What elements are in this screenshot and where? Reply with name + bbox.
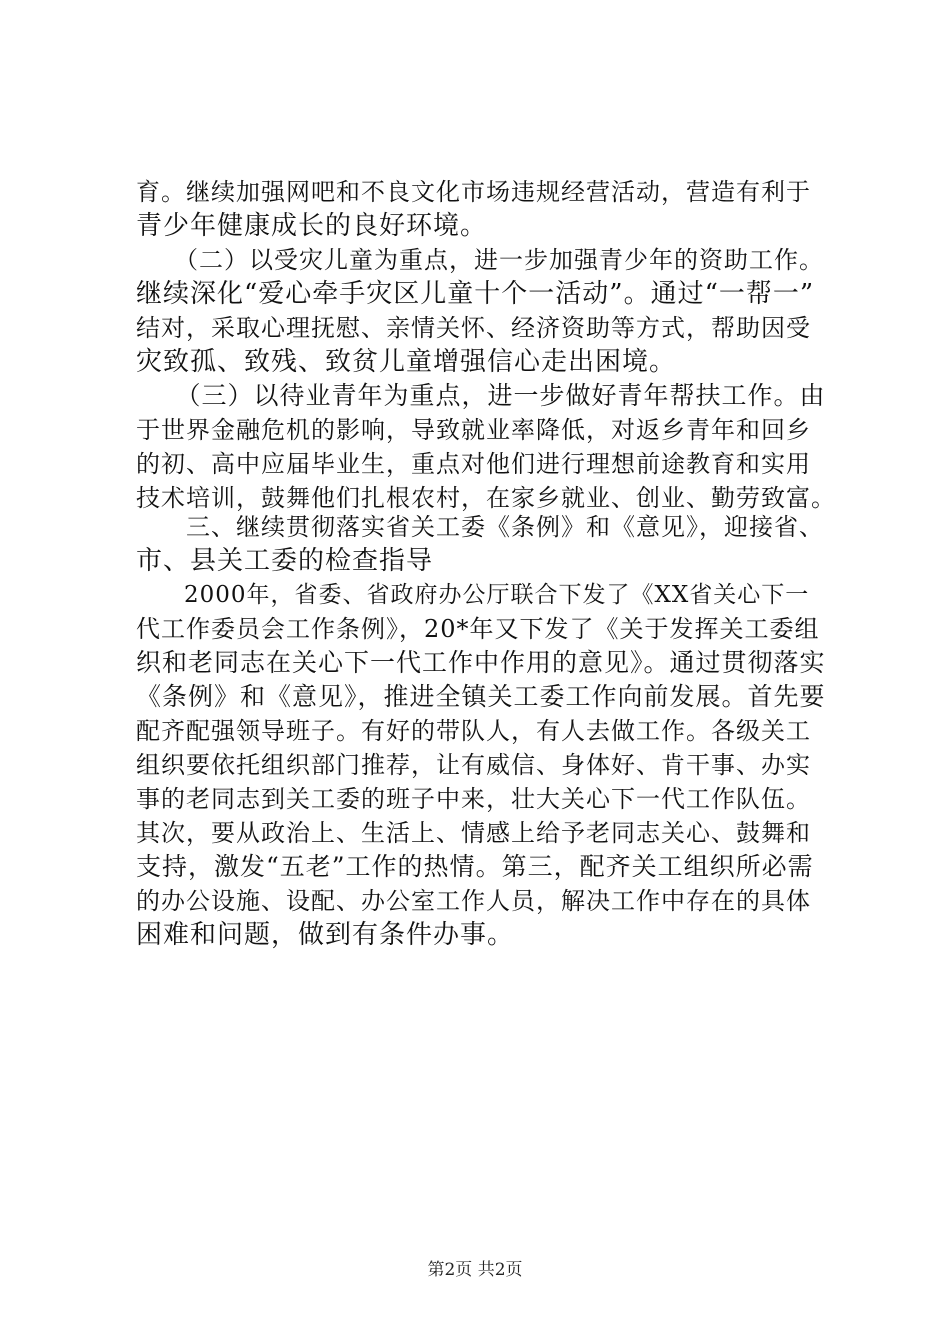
text-line: 代工作委员会工作条例》，20*年又下发了《关于发挥关工委组 xyxy=(136,615,820,643)
text-block-youth-work xyxy=(136,175,836,515)
text-line: （二）以受灾儿童为重点，进一步加强青少年的资助工作。 xyxy=(136,246,824,274)
page-number-footer: 第2页 共2页 xyxy=(427,1260,523,1280)
section-heading-line: 市、县关工委的检查指导 xyxy=(136,546,434,576)
text-line: 2000年，省委、省政府办公厅联合下发了《XX省关心下一 xyxy=(136,582,810,608)
text-line: 配齐配强领导班子。有好的带队人，有人去做工作。各级关工 xyxy=(136,717,811,745)
text-line: 《条例》和《意见》，推进全镇关工委工作向前发展。首先要 xyxy=(136,682,826,711)
text-line: 的办公设施、设配、办公室工作人员，解决工作中存在的具体 xyxy=(136,887,811,915)
text-line: 其次，要从政治上、生活上、情感上给予老同志关心、鼓舞和 xyxy=(136,819,811,847)
text-line: 事的老同志到关工委的班子中来，壮大关心下一代工作队伍。 xyxy=(136,785,811,813)
text-block-section-three xyxy=(136,510,836,952)
text-line: 灾致孤、致残、致贫儿童增强信心走出困境。 xyxy=(136,347,677,377)
text-line: 技术培训，鼓舞他们扎根农村，在家乡就业、创业、勤劳致富。 xyxy=(136,484,836,512)
text-line: 育。继续加强网吧和不良文化市场违规经营活动，营造有利于 xyxy=(136,178,811,206)
text-line: 支持，激发“五老”工作的热情。第三，配齐关工组织所必需 xyxy=(136,852,814,881)
text-line: 结对，采取心理抚慰、亲情关怀、经济资助等方式，帮助因受 xyxy=(136,314,811,342)
text-line: 的初、高中应届毕业生，重点对他们进行理想前途教育和实用 xyxy=(136,450,811,478)
section-heading-line: 三、继续贯彻落实省关工委《条例》和《意见》，迎接省、 xyxy=(136,513,824,541)
text-line: （三）以待业青年为重点，进一步做好青年帮扶工作。由 xyxy=(136,381,826,410)
text-line: 困难和问题，做到有条件办事。 xyxy=(136,920,515,950)
text-line: 织和老同志在关心下一代工作中作用的意见》。通过贯彻落实 xyxy=(136,648,826,677)
text-line: 继续深化“爱心牵手灾区儿童十个一活动”。通过“一帮一” xyxy=(136,279,815,309)
text-line: 组织要依托组织部门推荐，让有威信、身体好、肯干事、办实 xyxy=(136,751,811,779)
text-line: 于世界金融危机的影响，导致就业率降低，对返乡青年和回乡 xyxy=(136,416,811,444)
text-line: 青少年健康成长的良好环境。 xyxy=(136,211,488,241)
